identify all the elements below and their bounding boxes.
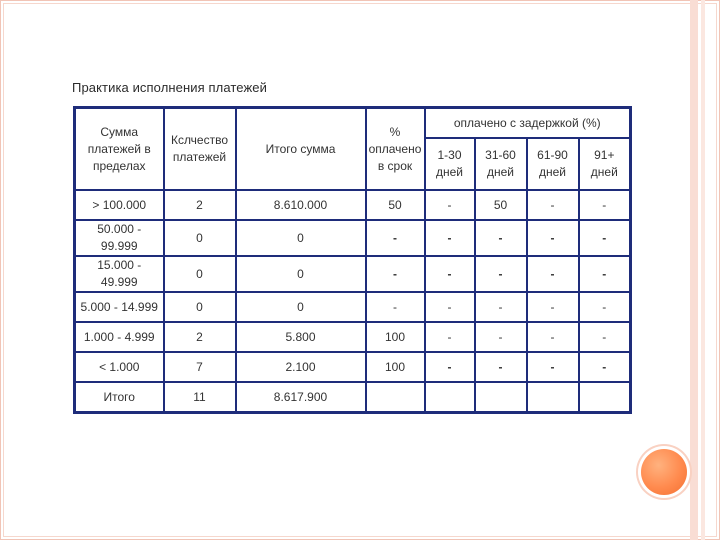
cell-pct: 100	[366, 322, 425, 352]
cell-delay-61-90: -	[527, 292, 579, 322]
header-total: Итого сумма	[236, 108, 366, 191]
cell-range: < 1.000	[75, 352, 164, 382]
cell-range: 5.000 - 14.999	[75, 292, 164, 322]
cell-delay-61-90: -	[527, 322, 579, 352]
cell-delay-61-90: -	[527, 220, 579, 256]
cell-delay-1-30: -	[425, 292, 475, 322]
cell-range: Итого	[75, 382, 164, 413]
cell-delay-31-60	[475, 382, 527, 413]
cell-count: 0	[164, 292, 236, 322]
cell-range: > 100.000	[75, 190, 164, 220]
cell-delay-1-30: -	[425, 190, 475, 220]
cell-delay-31-60: -	[475, 292, 527, 322]
cell-count: 11	[164, 382, 236, 413]
cell-delay-91: -	[579, 220, 631, 256]
header-delay-61-90: 61-90 дней	[527, 138, 579, 190]
orange-circle-icon	[641, 449, 687, 495]
cell-total: 2.100	[236, 352, 366, 382]
cell-total: 8.617.900	[236, 382, 366, 413]
cell-total: 8.610.000	[236, 190, 366, 220]
cell-count: 2	[164, 322, 236, 352]
cell-delay-31-60: -	[475, 352, 527, 382]
cell-count: 2	[164, 190, 236, 220]
cell-total: 5.800	[236, 322, 366, 352]
total-row	[75, 382, 631, 413]
table-row	[75, 256, 631, 292]
cell-pct: 100	[366, 352, 425, 382]
decorative-band	[690, 0, 698, 540]
decorative-band-thin	[701, 0, 705, 540]
cell-delay-31-60: 50	[475, 190, 527, 220]
cell-range: 15.000 - 49.999	[75, 256, 164, 292]
cell-pct: 50	[366, 190, 425, 220]
cell-count: 7	[164, 352, 236, 382]
header-row	[75, 108, 631, 139]
table-row	[75, 220, 631, 256]
cell-delay-61-90: -	[527, 352, 579, 382]
cell-delay-1-30: -	[425, 256, 475, 292]
cell-delay-31-60: -	[475, 220, 527, 256]
cell-total: 0	[236, 256, 366, 292]
cell-total: 0	[236, 220, 366, 256]
cell-count: 0	[164, 220, 236, 256]
cell-pct: -	[366, 292, 425, 322]
cell-delay-31-60: -	[475, 256, 527, 292]
header-range: Сумма платежей в пределах	[75, 108, 164, 191]
cell-delay-91: -	[579, 190, 631, 220]
cell-delay-91	[579, 382, 631, 413]
cell-delay-91: -	[579, 292, 631, 322]
cell-total: 0	[236, 292, 366, 322]
payments-table	[73, 106, 632, 414]
cell-delay-1-30: -	[425, 220, 475, 256]
cell-delay-91: -	[579, 322, 631, 352]
cell-delay-91: -	[579, 352, 631, 382]
table-title: Практика исполнения платежей	[72, 80, 267, 95]
header-delay-31-60: 31-60 дней	[475, 138, 527, 190]
cell-delay-1-30: -	[425, 352, 475, 382]
header-count: Кслчество платежей	[164, 108, 236, 191]
header-delayed-group: оплачено с задержкой (%)	[425, 108, 631, 139]
cell-pct: -	[366, 220, 425, 256]
table-row	[75, 292, 631, 322]
header-delay-1-30: 1-30 дней	[425, 138, 475, 190]
cell-delay-1-30	[425, 382, 475, 413]
cell-range: 50.000 - 99.999	[75, 220, 164, 256]
cell-pct: -	[366, 256, 425, 292]
cell-delay-61-90	[527, 382, 579, 413]
cell-count: 0	[164, 256, 236, 292]
cell-pct	[366, 382, 425, 413]
header-pct-on-time: % оплачено в срок	[366, 108, 425, 191]
cell-delay-61-90: -	[527, 256, 579, 292]
cell-delay-1-30: -	[425, 322, 475, 352]
table-row	[75, 322, 631, 352]
table-row	[75, 352, 631, 382]
cell-delay-91: -	[579, 256, 631, 292]
cell-delay-61-90: -	[527, 190, 579, 220]
cell-delay-31-60: -	[475, 322, 527, 352]
table-row	[75, 190, 631, 220]
header-delay-91: 91+ дней	[579, 138, 631, 190]
cell-range: 1.000 - 4.999	[75, 322, 164, 352]
